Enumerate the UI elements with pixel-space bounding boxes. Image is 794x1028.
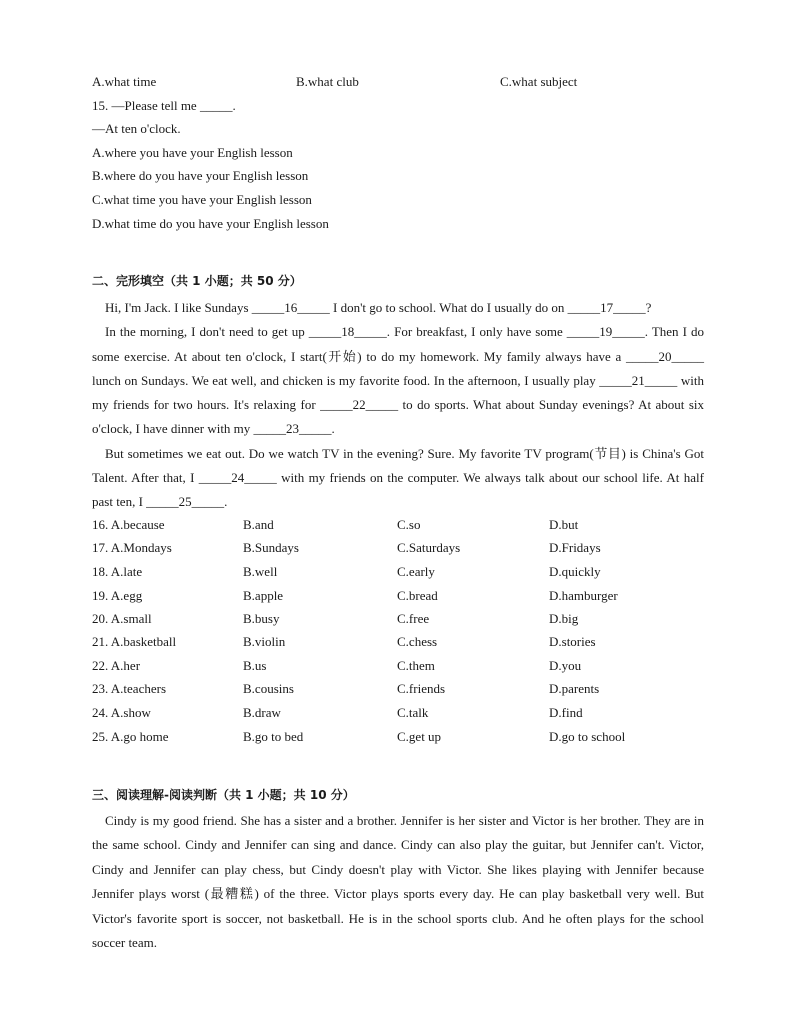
q14-option-a: A.what time: [92, 74, 157, 89]
option-c: C.so: [397, 517, 421, 532]
option-d: D.parents: [549, 681, 600, 696]
option-b: B.apple: [243, 588, 284, 603]
option-c: C.chess: [397, 634, 438, 649]
cloze-option-row-18: [92, 564, 712, 580]
cloze-option-row-17: [92, 540, 712, 556]
cloze-paragraph-2: In the morning, I don't need to get up _____18_____. For breakfast, I only have some _____19_____. Then I do some exercise. At about ten o'clock, I start(开始) to do my homework. My family always have a _____20_____ lunch on Sundays. We eat well, and chicken is my favorite food. In the afternoon, I usually play _____21_____ with my friends for two hours. It's relaxing for _____22_____ to do sports. What about Sunday evenings? At about six o'clock, I have dinner with my _____23_____.: [92, 324, 704, 437]
option-a: 17. A.Mondays: [92, 540, 172, 555]
q15-option-b: B.where do you have your English lesson: [92, 168, 309, 183]
option-c: C.get up: [397, 729, 442, 744]
cloze-option-row-24: [92, 705, 712, 721]
cloze-option-row-16: [92, 517, 712, 533]
cloze-option-row-21: [92, 634, 712, 650]
option-b: B.Sundays: [243, 540, 299, 555]
option-b: B.draw: [243, 705, 281, 720]
option-d: D.hamburger: [549, 588, 618, 603]
cloze-option-row-23: [92, 681, 712, 697]
option-a: 16. A.because: [92, 517, 165, 532]
option-b: B.busy: [243, 611, 280, 626]
option-a: 21. A.basketball: [92, 634, 177, 649]
option-b: B.go to bed: [243, 729, 304, 744]
cloze-option-row-19: [92, 588, 712, 604]
cloze-paragraph-1: Hi, I'm Jack. I like Sundays _____16_____ I don't go to school. What do I usually do on _____17_____?: [105, 300, 652, 315]
option-b: B.us: [243, 658, 267, 673]
q15-option-c: C.what time you have your English lesson: [92, 192, 312, 207]
option-a: 19. A.egg: [92, 588, 143, 603]
option-d: D.stories: [549, 634, 596, 649]
q14-options: [92, 74, 712, 90]
option-d: D.big: [549, 611, 579, 626]
cloze-option-row-22: [92, 658, 712, 674]
q15-option-a: A.where you have your English lesson: [92, 145, 293, 160]
section3-heading: 三、阅读理解-阅读判断（共 1 小题；共 10 分）: [92, 788, 355, 802]
q15-answer-line: —At ten o'clock.: [92, 121, 181, 136]
option-c: C.talk: [397, 705, 429, 720]
option-c: C.bread: [397, 588, 438, 603]
section2-heading: 二、完形填空（共 1 小题；共 50 分）: [92, 274, 302, 288]
cloze-paragraph-3: But sometimes we eat out. Do we watch TV in the evening? Sure. My favorite TV program(节目) is China's Got Talent. After that, I _____24_____ with my friends on the computer. We always talk about our school life. At half past ten, I _____25_____.: [92, 445, 704, 510]
cloze-passage: [92, 296, 704, 515]
option-d: D.find: [549, 705, 583, 720]
option-d: D.quickly: [549, 564, 601, 579]
cloze-option-row-20: [92, 611, 712, 627]
option-c: C.early: [397, 564, 435, 579]
option-b: B.violin: [243, 634, 286, 649]
option-d: D.go to school: [549, 729, 626, 744]
q14-option-c: C.what subject: [500, 74, 578, 89]
option-a: 23. A.teachers: [92, 681, 167, 696]
option-a: 20. A.small: [92, 611, 152, 626]
option-b: B.and: [243, 517, 274, 532]
option-c: C.friends: [397, 681, 446, 696]
option-d: D.you: [549, 658, 582, 673]
q15-stem: 15. —Please tell me _____.: [92, 98, 236, 113]
reading-paragraph: Cindy is my good friend. She has a sister and a brother. Jennifer is her sister and Victor is her brother. They are in the same school. Cindy and Jennifer can sing and dance. Cindy can also play the guitar, but Jennifer can't. Victor, Cindy and Jennifer can play chess, but Cindy doesn't play with Victor. She likes playing with Jennifer because Jennifer plays worst (最糟糕) of the three. Victor plays sports every day. He can play basketball very well. But Victor's favorite sport is soccer, not basketball. He is in the school sports club. And he often plays for the school soccer team.: [92, 813, 704, 951]
option-a: 22. A.her: [92, 658, 141, 673]
option-b: B.well: [243, 564, 278, 579]
reading-passage: [92, 809, 704, 955]
option-a: 18. A.late: [92, 564, 143, 579]
cloze-option-row-25: [92, 729, 712, 745]
option-d: D.Fridays: [549, 540, 601, 555]
q15-option-d: D.what time do you have your English lesson: [92, 216, 329, 231]
option-d: D.but: [549, 517, 579, 532]
option-a: 25. A.go home: [92, 729, 169, 744]
option-b: B.cousins: [243, 681, 294, 696]
q14-option-b: B.what club: [296, 74, 359, 89]
option-c: C.free: [397, 611, 430, 626]
option-a: 24. A.show: [92, 705, 151, 720]
option-c: C.Saturdays: [397, 540, 461, 555]
option-c: C.them: [397, 658, 435, 673]
